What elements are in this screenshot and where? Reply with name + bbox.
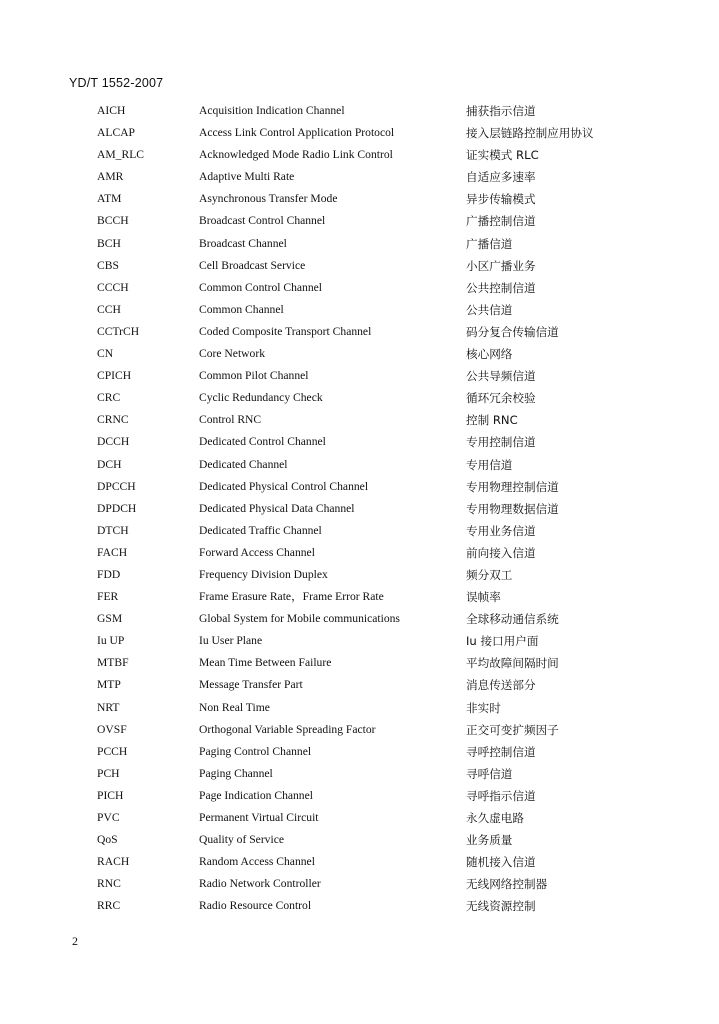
- abbreviation-row: [0, 122, 719, 144]
- chinese-term: 自适应多速率: [466, 170, 536, 185]
- chinese-term: 专用信道: [466, 457, 513, 472]
- english-term: Common Control Channel: [199, 280, 323, 294]
- chinese-term: 寻呼控制信道: [466, 744, 536, 759]
- english-term: Iu User Plane: [199, 634, 263, 648]
- chinese-term: 专用控制信道: [466, 435, 536, 450]
- english-term: Asynchronous Transfer Mode: [199, 192, 338, 206]
- english-term: Page Indication Channel: [199, 788, 313, 802]
- english-term: Frequency Division Duplex: [199, 567, 328, 581]
- english-term: Cell Broadcast Service: [199, 258, 306, 272]
- english-term: Core Network: [199, 347, 266, 361]
- abbreviation: CN: [97, 347, 114, 361]
- abbreviation-list: [0, 100, 719, 917]
- chinese-term: 控制 RNC: [466, 413, 518, 428]
- abbreviation: DCH: [97, 457, 122, 471]
- english-term: Adaptive Multi Rate: [199, 170, 295, 184]
- chinese-term: 永久虚电路: [466, 811, 524, 825]
- english-term: Radio Network Controller: [199, 877, 321, 891]
- chinese-term: 专用物理控制信道: [466, 479, 559, 494]
- abbreviation: ALCAP: [97, 126, 136, 140]
- english-term: Forward Access Channel: [199, 545, 315, 559]
- chinese-term: 码分复合传输信道: [466, 324, 559, 339]
- english-term: Quality of Service: [199, 833, 284, 847]
- abbreviation-row: [0, 763, 719, 785]
- chinese-term: 广播控制信道: [466, 214, 536, 229]
- english-term: Common Pilot Channel: [199, 369, 309, 383]
- english-term: Broadcast Channel: [199, 236, 287, 250]
- chinese-term: 寻呼指示信道: [466, 788, 536, 803]
- abbreviation: FACH: [97, 545, 128, 559]
- english-term: Orthogonal Variable Spreading Factor: [199, 722, 376, 736]
- english-term: Dedicated Physical Control Channel: [199, 479, 369, 493]
- chinese-term: 接入层链路控制应用协议: [466, 126, 594, 141]
- abbreviation: CCH: [97, 302, 121, 316]
- chinese-term: 无线资源控制: [466, 899, 536, 914]
- abbreviation: PCCH: [97, 744, 128, 758]
- abbreviation-row: [0, 829, 719, 851]
- abbreviation-row: [0, 431, 719, 453]
- chinese-term: 频分双工: [466, 567, 513, 582]
- chinese-term: 专用业务信道: [466, 523, 536, 538]
- abbreviation-row: [0, 255, 719, 277]
- abbreviation-row: [0, 476, 719, 498]
- abbreviation: RNC: [97, 877, 121, 891]
- english-term: Dedicated Physical Data Channel: [199, 501, 355, 515]
- english-term: Random Access Channel: [199, 855, 315, 869]
- abbreviation-row: [0, 807, 719, 829]
- english-term: Dedicated Control Channel: [199, 435, 326, 449]
- english-term: Acknowledged Mode Radio Link Control: [199, 148, 393, 162]
- abbreviation: CCCH: [97, 280, 129, 294]
- abbreviation: OVSF: [97, 722, 127, 736]
- abbreviation-row: [0, 674, 719, 696]
- abbreviation: PVC: [97, 811, 120, 824]
- chinese-term: 无线网络控制器: [466, 877, 548, 892]
- abbreviation: MTP: [97, 678, 121, 692]
- abbreviation: MTBF: [97, 656, 129, 670]
- abbreviation: DPDCH: [97, 501, 137, 515]
- chinese-term: 公共导频信道: [466, 369, 536, 384]
- chinese-term: 全球移动通信系统: [466, 612, 559, 627]
- english-term: Radio Resource Control: [199, 899, 312, 913]
- abbreviation: PICH: [97, 788, 124, 802]
- english-term: Coded Composite Transport Channel: [199, 324, 372, 338]
- abbreviation: AICH: [97, 104, 126, 117]
- chinese-term: 广播信道: [466, 236, 513, 251]
- chinese-term: 捕获指示信道: [466, 104, 536, 118]
- page-number: 2: [72, 934, 78, 948]
- abbreviation-row: [0, 233, 719, 255]
- english-term: Global System for Mobile communications: [199, 612, 400, 626]
- abbreviation: CCTrCH: [97, 324, 140, 338]
- english-term: Common Channel: [199, 302, 284, 316]
- english-term: Mean Time Between Failure: [199, 656, 332, 670]
- english-term: Permanent Virtual Circuit: [199, 811, 319, 824]
- abbreviation-row: [0, 586, 719, 608]
- abbreviation-row: [0, 785, 719, 807]
- abbreviation: FER: [97, 590, 119, 604]
- english-term: Non Real Time: [199, 700, 270, 714]
- chinese-term: 随机接入信道: [466, 855, 536, 870]
- abbreviation: Iu UP: [97, 634, 125, 648]
- english-term: Message Transfer Part: [199, 678, 303, 692]
- abbreviation: GSM: [97, 612, 123, 626]
- abbreviation-row: [0, 188, 719, 210]
- english-term: Dedicated Channel: [199, 457, 288, 471]
- chinese-term: 异步传输模式: [466, 192, 536, 207]
- abbreviation: BCH: [97, 236, 121, 250]
- abbreviation: DPCCH: [97, 479, 136, 493]
- abbreviation: DCCH: [97, 435, 130, 449]
- abbreviation-row: [0, 454, 719, 476]
- english-term: Frame Erasure Rate，Frame Error Rate: [199, 590, 384, 604]
- abbreviation: RACH: [97, 855, 130, 869]
- abbreviation-row: [0, 542, 719, 564]
- chinese-term: 前向接入信道: [466, 545, 536, 560]
- abbreviation: CBS: [97, 258, 119, 272]
- abbreviation-row: [0, 321, 719, 343]
- abbreviation-row: [0, 166, 719, 188]
- page-header: YD/T 1552-2007: [69, 76, 164, 90]
- english-term: Dedicated Traffic Channel: [199, 523, 322, 537]
- abbreviation: ATM: [97, 192, 122, 206]
- abbreviation-row: [0, 299, 719, 321]
- english-term: Broadcast Control Channel: [199, 214, 326, 228]
- abbreviation-row: [0, 144, 719, 166]
- chinese-term: 专用物理数据信道: [466, 501, 559, 516]
- abbreviation-row: [0, 409, 719, 431]
- abbreviation-row: [0, 719, 719, 741]
- abbreviation-row: [0, 387, 719, 409]
- chinese-term: 公共信道: [466, 302, 513, 317]
- abbreviation: BCCH: [97, 214, 129, 228]
- abbreviation-row: [0, 895, 719, 917]
- chinese-term: 寻呼信道: [466, 766, 513, 781]
- chinese-term: 非实时: [466, 700, 501, 715]
- chinese-term: 循环冗余校验: [466, 391, 536, 406]
- chinese-term: 误帧率: [466, 590, 501, 605]
- abbreviation-row: [0, 608, 719, 630]
- abbreviation: RRC: [97, 899, 121, 913]
- abbreviation: CPICH: [97, 369, 132, 383]
- abbreviation: PCH: [97, 766, 120, 780]
- abbreviation-row: [0, 210, 719, 232]
- english-term: Acquisition Indication Channel: [199, 104, 345, 117]
- abbreviation-row: [0, 498, 719, 520]
- english-term: Control RNC: [199, 413, 262, 427]
- english-term: Cyclic Redundancy Check: [199, 391, 323, 405]
- abbreviation: QoS: [97, 833, 118, 847]
- english-term: Paging Channel: [199, 766, 273, 780]
- abbreviation: NRT: [97, 700, 120, 714]
- chinese-term: 公共控制信道: [466, 280, 536, 295]
- english-term: Paging Control Channel: [199, 744, 312, 758]
- english-term: Access Link Control Application Protocol: [199, 126, 395, 140]
- abbreviation-row: [0, 851, 719, 873]
- abbreviation-row: [0, 100, 719, 122]
- abbreviation-row: [0, 277, 719, 299]
- abbreviation-row: [0, 741, 719, 763]
- chinese-term: 正交可变扩频因子: [466, 722, 559, 737]
- abbreviation-row: [0, 873, 719, 895]
- abbreviation: CRC: [97, 391, 121, 405]
- abbreviation-row: [0, 630, 719, 652]
- chinese-term: 平均故障间隔时间: [466, 656, 559, 671]
- chinese-term: Iu 接口用户面: [466, 634, 539, 649]
- abbreviation: FDD: [97, 567, 121, 581]
- abbreviation-row: [0, 343, 719, 365]
- abbreviation-row: [0, 697, 719, 719]
- chinese-term: 业务质量: [466, 833, 513, 848]
- abbreviation-row: [0, 652, 719, 674]
- abbreviation-row: [0, 564, 719, 586]
- chinese-term: 证实模式 RLC: [466, 148, 539, 163]
- chinese-term: 小区广播业务: [466, 258, 536, 273]
- abbreviation-row: [0, 365, 719, 387]
- abbreviation-row: [0, 520, 719, 542]
- abbreviation: DTCH: [97, 523, 129, 537]
- chinese-term: 消息传送部分: [466, 678, 536, 693]
- abbreviation: AMR: [97, 170, 124, 184]
- chinese-term: 核心网络: [466, 347, 513, 362]
- abbreviation: AM_RLC: [97, 148, 145, 162]
- abbreviation: CRNC: [97, 413, 129, 427]
